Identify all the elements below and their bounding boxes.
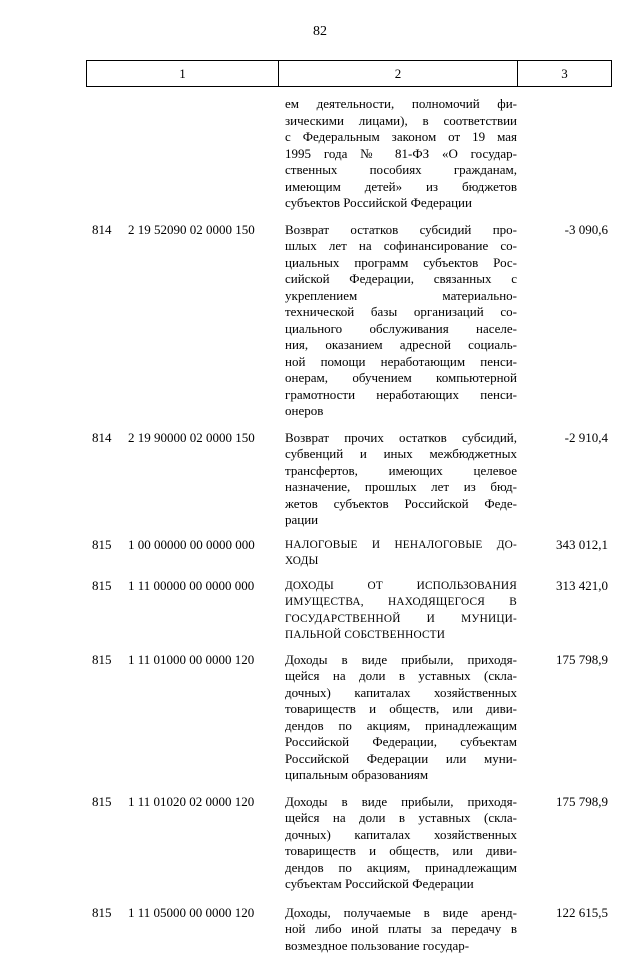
description-line: грамотности неработающих пенси- (285, 387, 517, 404)
description-line: ния, оказанием адресной социаль- (285, 337, 517, 354)
table-row (0, 794, 640, 893)
budget-code: 2 19 52090 02 0000 150 (128, 222, 280, 239)
description-line: рации (285, 512, 517, 529)
description-line: ной либо иной платы за передачу в (285, 921, 517, 938)
description-line: Возврат остатков субсидий про- (285, 222, 517, 239)
description-line: щейся на доли в уставных (скла- (285, 668, 517, 685)
description-line: с Федеральным законом от 19 мая (285, 129, 517, 146)
amount: 175 798,9 (556, 794, 608, 811)
description-line: шлых лет на софинансирование со- (285, 238, 517, 255)
amount: 313 421,0 (556, 578, 608, 595)
table-row (0, 96, 640, 212)
description-line: онеров (285, 403, 517, 420)
admin-code: 815 (92, 905, 120, 922)
table-header (86, 60, 612, 87)
description-line: циальных программ субъектов Рос- (285, 255, 517, 272)
amount: -2 910,4 (565, 430, 608, 447)
description-line: Доходы в виде прибыли, приходя- (285, 794, 517, 811)
table-row (0, 222, 640, 420)
amount: -3 090,6 (565, 222, 608, 239)
admin-code: 814 (92, 430, 120, 447)
description-line: ГОСУДАРСТВЕННОЙ И МУНИЦИ- (285, 611, 517, 628)
budget-code: 1 11 05000 00 0000 120 (128, 905, 280, 922)
description-line: ХОДЫ (285, 553, 517, 570)
admin-code: 815 (92, 537, 120, 554)
description (285, 905, 517, 954)
column-header-3: 3 (518, 61, 611, 86)
description (285, 652, 517, 784)
description-line: НАЛОГОВЫЕ И НЕНАЛОГОВЫЕ ДО- (285, 537, 517, 554)
description-line: назначение, прошлых лет из бюд- (285, 479, 517, 496)
admin-code: 815 (92, 794, 120, 811)
description-line: дендов по акциям, принадлежащим (285, 718, 517, 735)
description-line: трансфертов, имеющих целевое (285, 463, 517, 480)
description (285, 222, 517, 420)
budget-code: 1 11 01000 00 0000 120 (128, 652, 280, 669)
page-number: 82 (0, 24, 640, 40)
description-line: ем деятельности, полномочий фи- (285, 96, 517, 113)
description-line: возмездное пользование государ- (285, 938, 517, 954)
table-row (0, 578, 640, 644)
description-line: Доходы в виде прибыли, приходя- (285, 652, 517, 669)
description-line: ной помощи неработающим пенси- (285, 354, 517, 371)
description-line: 1995 года № 81-ФЗ «О государ- (285, 146, 517, 163)
table-row (0, 430, 640, 529)
description-line: товариществ и обществ, или диви- (285, 701, 517, 718)
description-line: товариществ и обществ, или диви- (285, 843, 517, 860)
description-line: онерам, обучением компьютерной (285, 370, 517, 387)
description-line: ственных пособиях гражданам, (285, 162, 517, 179)
description-line: Возврат прочих остатков субсидий, (285, 430, 517, 447)
description-line: зическими лицами), в соответствии (285, 113, 517, 130)
amount: 175 798,9 (556, 652, 608, 669)
description-line: жетов субъектов Российской Феде- (285, 496, 517, 513)
description-line: дендов по акциям, принадлежащим (285, 860, 517, 877)
table-row (0, 905, 640, 954)
amount: 343 012,1 (556, 537, 608, 554)
description (285, 96, 517, 212)
admin-code: 814 (92, 222, 120, 239)
description-line: укреплением материально- (285, 288, 517, 305)
column-header-1: 1 (87, 61, 279, 86)
description-line: дочных) капиталах хозяйственных (285, 827, 517, 844)
description (285, 794, 517, 893)
description-line: технической базы организаций со- (285, 304, 517, 321)
description-line: субвенций и иных межбюджетных (285, 446, 517, 463)
description-line: циального обслуживания населе- (285, 321, 517, 338)
description-line: Российской Федерации, субъектам (285, 734, 517, 751)
description-line: дочных) капиталах хозяйственных (285, 685, 517, 702)
amount: 122 615,5 (556, 905, 608, 922)
table-body (0, 88, 640, 954)
description-line: субъектов Российской Федерации (285, 195, 517, 212)
description (285, 430, 517, 529)
description-line: ПАЛЬНОЙ СОБСТВЕННОСТИ (285, 627, 517, 644)
description (285, 537, 517, 570)
budget-code: 1 11 00000 00 0000 000 (128, 578, 280, 595)
budget-code: 1 11 01020 02 0000 120 (128, 794, 280, 811)
description-line: ИМУЩЕСТВА, НАХОДЯЩЕГОСЯ В (285, 594, 517, 611)
description-line: сийской Федерации, связанных с (285, 271, 517, 288)
table-row (0, 652, 640, 784)
description-line: Доходы, получаемые в виде аренд- (285, 905, 517, 922)
description-line: ДОХОДЫ ОТ ИСПОЛЬЗОВАНИЯ (285, 578, 517, 595)
description (285, 578, 517, 644)
budget-code: 1 00 00000 00 0000 000 (128, 537, 280, 554)
budget-code: 2 19 90000 02 0000 150 (128, 430, 280, 447)
column-header-2: 2 (279, 61, 518, 86)
admin-code: 815 (92, 652, 120, 669)
description-line: Российской Федерации или муни- (285, 751, 517, 768)
admin-code: 815 (92, 578, 120, 595)
description-line: имеющим детей» из бюджетов (285, 179, 517, 196)
description-line: ципальным образованиям (285, 767, 517, 784)
table-row (0, 537, 640, 570)
description-line: субъектам Российской Федерации (285, 876, 517, 893)
description-line: щейся на доли в уставных (скла- (285, 810, 517, 827)
